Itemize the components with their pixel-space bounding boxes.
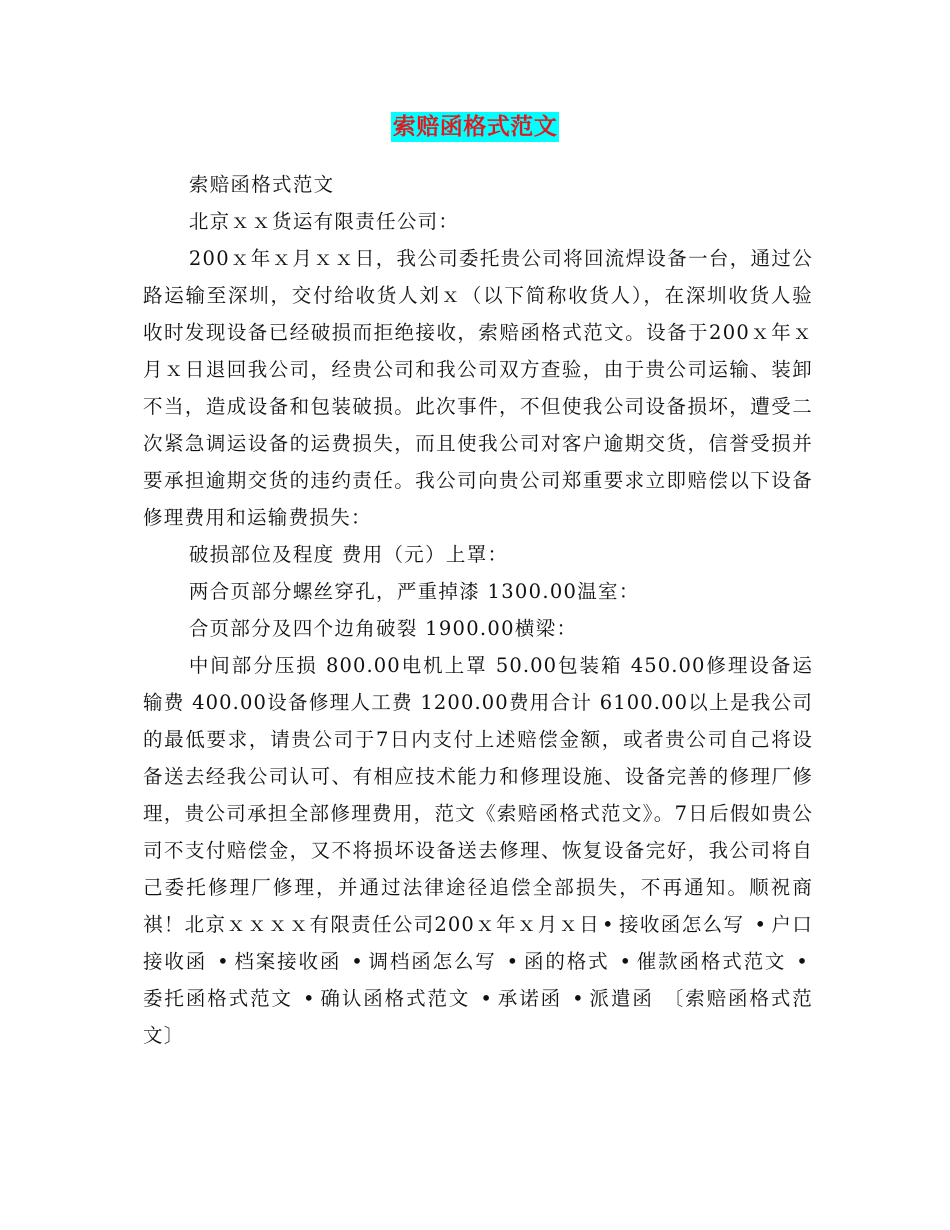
body-paragraph-addressee: 北京ｘｘ货运有限责任公司：: [188, 210, 460, 233]
body-paragraph-damage-header: 破损部位及程度 费用（元）上罩：: [188, 543, 509, 566]
link-bullet: •: [480, 987, 494, 1010]
related-link-confirm-letter[interactable]: 确认函格式范文: [319, 987, 471, 1010]
related-link-dispatch-letter[interactable]: 派遣函: [588, 987, 654, 1010]
related-link-collection-letter[interactable]: 催款函格式范文: [636, 950, 787, 973]
document-title: 索赔函格式范文: [392, 114, 558, 140]
body-paragraph-demands: [143, 647, 813, 1054]
title-container: [0, 112, 950, 142]
link-bullet: •: [754, 913, 768, 936]
related-link-letter-format[interactable]: 函的格式: [523, 950, 610, 973]
demands-text: 中间部分压损 800.00电机上罩 50.00包装箱 450.00修理设备运输费 400.00设备修理人工费 1200.00费用合计 6100.00以上是我公司的最低要求，请贵公司于7日内支付上述赔偿金额，或者贵公司自己将设备送去经我公司认可、有相应技术能力和修理设施、设备完善的修理厂修理，贵公司承担全部修理费用，范文《索赔函格式范文》。7日后假如贵公司不支付赔偿金，又不将损坏设备送去修理、恢复设备完好，我公司将自己委托修理厂修理，并通过法律途径追偿全部损失，不再通知。顺祝商祺！北京ｘｘｘｘ有限责任公司200ｘ年ｘ月ｘ日: [143, 654, 813, 936]
link-bullet: •: [302, 987, 316, 1010]
body-paragraph-incident: 200ｘ年ｘ月ｘｘ日，我公司委托贵公司将回流焊设备一台，通过公路运输至深圳，交付给收货人刘ｘ（以下简称收货人），在深圳收货人验收时发现设备已经破损而拒绝接收，索赔函格式范文。设备于200ｘ年ｘ月ｘ日退回我公司，经贵公司和我公司双方查验，由于贵公司运输、装卸不当，造成设备和包装破损。此次事件，不但使我公司设备损坏，遭受二次紧急调运设备的运费损失，而且使我公司对客户逾期交货，信誉受损并要承担逾期交货的违约责任。我公司向贵公司郑重要求立即赔偿以下设备修理费用和运输费损失：: [143, 247, 813, 529]
related-link-receipt-letter[interactable]: 接收函怎么写: [618, 913, 745, 936]
link-bullet: •: [619, 950, 633, 973]
document-body: [143, 166, 813, 1054]
related-link-commitment-letter[interactable]: 承诺函: [497, 987, 563, 1010]
related-link-entrust-letter[interactable]: 委托函格式范文: [143, 987, 293, 1010]
body-paragraph-heading: 索赔函格式范文: [188, 173, 335, 196]
link-bullet: •: [796, 950, 809, 973]
link-bullet: •: [506, 950, 520, 973]
link-bullet: •: [572, 987, 585, 1010]
related-link-household-letter[interactable]: 户口接收函: [143, 913, 814, 973]
related-link-transfer-letter[interactable]: 调档函怎么写: [367, 950, 497, 973]
body-paragraph-damage-hinge: 两合页部分螺丝穿孔，严重掉漆 1300.00温室：: [188, 580, 640, 603]
related-link-archive-letter[interactable]: 档案接收函: [233, 950, 342, 973]
footer-note: 〔索赔函格式范文〕: [143, 987, 814, 1047]
link-bullet: •: [351, 950, 364, 973]
body-paragraph-damage-corners: 合页部分及四个边角破裂 1900.00横梁：: [188, 617, 578, 640]
link-bullet: •: [217, 950, 230, 973]
link-bullet: •: [602, 913, 615, 936]
